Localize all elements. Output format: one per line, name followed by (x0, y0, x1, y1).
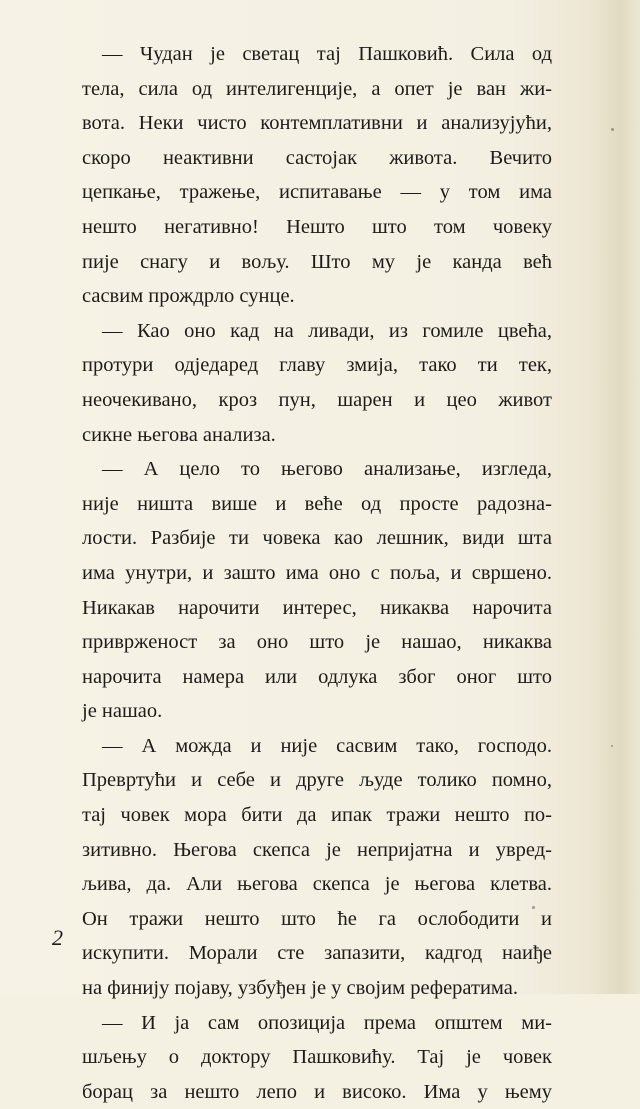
text-line: борац за нешто лепо и високо. Има у њему (82, 1080, 552, 1103)
text-line: — А цело то његово анализање, изгледа, (102, 458, 552, 481)
text-line: лости. Разбије ти човека као лешник, види шта (82, 527, 552, 550)
text-line: на финију појаву, узбуђен је у својим рефератима. (82, 977, 518, 1000)
paper-speck (611, 128, 614, 131)
text-line: протури одједаред главу змија, тако ти тек, (82, 354, 552, 377)
body-text (82, 37, 552, 1109)
text-line: тела, сила од интелигенције, а опет је ван жи- (82, 77, 552, 100)
text-line: — Чудан је светац тај Пашковић. Сила од (102, 43, 552, 65)
text-line: љива, да. Али његова скепса је његова клетва. (82, 873, 552, 896)
text-line: није ништа више и веће од просте радозна- (82, 492, 552, 515)
page-edge-shadow (592, 0, 640, 994)
text-line: је нашао. (82, 700, 163, 723)
text-line: цепкање, тражење, испитавање — у том има (82, 181, 552, 204)
text-line: нешто негативно! Нешто што том човеку (82, 215, 552, 238)
text-line: шљењу о доктору Пашковићу. Тај је човек (82, 1046, 552, 1069)
text-line: Он тражи нешто што ће га ослободити и (82, 907, 552, 930)
text-line: тај човек мора бити да ипак тражи нешто по- (82, 804, 552, 827)
text-line: — А можда и није сасвим тако, господо. (102, 734, 552, 757)
text-line: Никакав нарочити интерес, никаква нарочита (82, 596, 552, 619)
text-line: неочекивано, кроз пун, шарен и цео живот (82, 388, 552, 411)
text-line: има унутри, и зашто има оно с поља, и свршено. (82, 561, 552, 584)
text-line: нарочита намера или одлука због оног што (82, 665, 552, 688)
text-line: пије снагу и вољу. Што му је канда већ (82, 250, 552, 273)
text-line: вота. Неки чисто контемплативни и анализујући, (82, 112, 552, 135)
text-line: привржeност за оно што је нашао, никаква (82, 631, 552, 654)
text-line: скоро неактивни састојак живота. Вечито (82, 146, 552, 169)
text-line: сикне његова анализа. (82, 423, 276, 446)
text-line: искупити. Морали сте запазити, кадгод наиђе (82, 942, 552, 965)
page-number: 2 (52, 925, 63, 950)
text-line: сасвим прождрло сунце. (82, 285, 295, 308)
text-line: — Као оно кад на ливади, из гомиле цвећа, (102, 319, 552, 342)
text-line: Превртући и себе и друге људе толико помно, (82, 769, 552, 792)
text-line: — И ја сам опозиција према општем ми- (102, 1011, 552, 1034)
paper-speck (611, 745, 613, 747)
text-line: зитивно. Његова скепса је непријатна и увред- (82, 838, 552, 861)
